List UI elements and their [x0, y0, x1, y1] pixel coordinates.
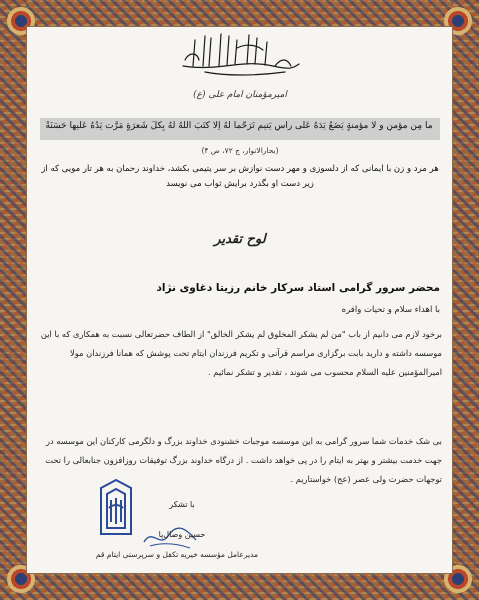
ornamental-border-left — [0, 0, 26, 600]
body-paragraph: بی شک خدمات شما سرور گرامی به این موسسه موجبات خشنودی خداوند بزرگ و دلگرمی کارکنان این موسسه در جهت خدمت بیشتر و بهتر به ایتام را در پی خواهد داشت . از درگاه خداوند بزرگ توفیقات روزافزون جنابعالی را تحت توجهات حضرت ولی عصر (عج) خواستاریم . — [45, 436, 442, 484]
recipient-line: محضر سرور گرامی استاد سرکار خانم رزیتا دغاوی نژاد — [156, 282, 440, 294]
basmala-calligraphy — [175, 30, 305, 78]
ornamental-border-bottom — [0, 574, 479, 600]
ornamental-border-top — [0, 0, 479, 26]
signer-name: حسین وصال‌پا — [158, 530, 206, 539]
hadith-translation: هر مرد و زن با ایمانی که از دلسوزی و مهر دست نوازش بر سر یتیمی بکشد، خداوند رحمان به هر تار مویی که از زیر دست او بگذرد برایش ثواب می نویسد — [41, 164, 439, 189]
signer-title: مدیرعامل مؤسسه خیریه تکفل و سرپرستی ایتام قم — [95, 550, 258, 559]
hadith-arabic: ما مِن مؤمنٍ و لا مؤمنةٍ یَضَعُ یَدَهُ عَلی رأسِ یَتیمٍ تَرَحُّماً لَهُ اِلّا کَتَبَ اللهُ لَهُ بِکُلِّ شَعرَةٍ مَرَّت یَدُهُ عَلَیها حَسَنَةً — [45, 121, 433, 131]
hadith-source: (بحارالانوار، ج ۷۲، ص ۴) — [201, 146, 279, 155]
body-paragraph: برخود لازم می دانیم از باب "من لم یشکر المخلوق لم یشکر الخالق" از الطاف حضرتعالی نسبت به همکاری که با این موسسه داشته و دارید بابت برگزاری مراسم قرآنی و تکریم فرزندان ایتام تحت پوشش که همانا فرزندان مولا امیرالمؤمنین علیه السلام محسوب می شوند ، تقدیر و تشکر نمائیم . — [40, 329, 442, 377]
certificate-title: لوح تقدیر — [214, 232, 266, 247]
greeting-line: با اهداء سلام و تحیات وافره — [341, 305, 440, 315]
document-body — [26, 26, 453, 574]
attribution-subtitle: امیرمؤمنان امام علی (ع) — [193, 90, 287, 100]
closing-phrase: با تشکر — [169, 500, 195, 509]
ornamental-border-right — [453, 0, 479, 600]
institution-seal-stamp — [95, 478, 137, 540]
